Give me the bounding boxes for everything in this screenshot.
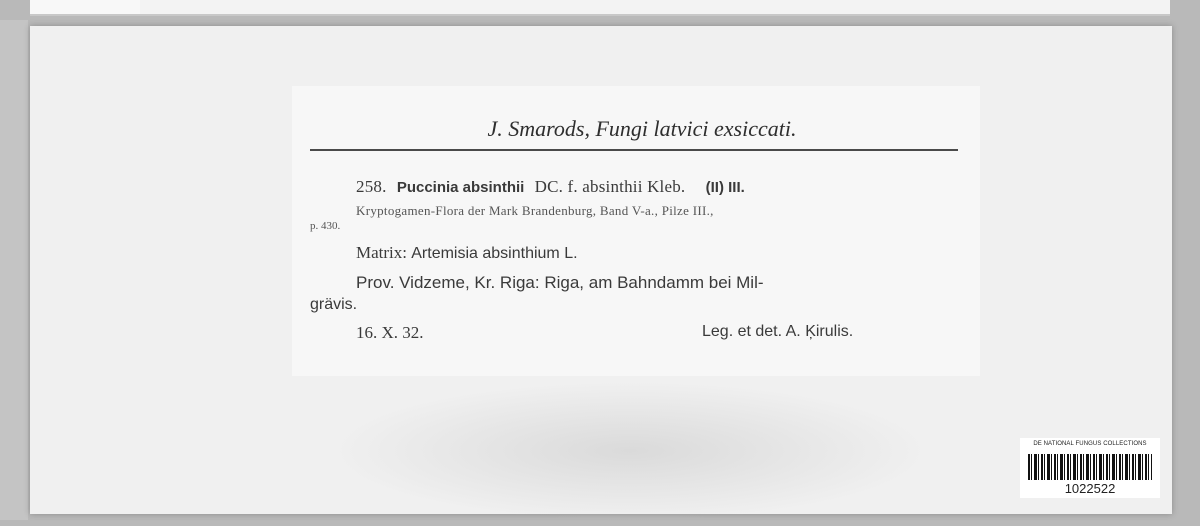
exsiccata-number: 258. [356, 177, 387, 196]
barcode-number: 1022522 [1064, 481, 1116, 496]
top-sheet-edge [30, 0, 1170, 16]
label-header: J. Smarods, Fungi latvici exsiccati. [487, 116, 797, 141]
taxon-authority: DC. f. absinthii Kleb. [534, 177, 686, 196]
locality-line-1: Prov. Vidzeme, Kr. Riga: Riga, am Bahndamm bei Mil- [356, 273, 764, 292]
header-rule [310, 149, 958, 151]
reference-line-1: Kryptogamen-Flora der Mark Brandenburg, Band V-a., Pilze III., [356, 203, 714, 218]
collector: Leg. et det. A. Ķirulis. [702, 323, 854, 340]
specimen-label [292, 86, 980, 376]
barcode-label [1020, 438, 1160, 498]
spore-stages: (II) III. [705, 179, 745, 196]
taxon-line [356, 177, 745, 197]
locality-line-2: grävis. [310, 296, 358, 313]
left-background [0, 20, 28, 520]
collection-date: 16. X. 32. [356, 323, 424, 342]
matrix-host: Artemisia absinthium L. [411, 245, 578, 262]
matrix-label: Matrix: [356, 243, 407, 262]
specimen-shadow [330, 381, 930, 521]
matrix-line [356, 243, 578, 263]
barcode-caption: DE NATIONAL FUNGUS COLLECTIONS [1033, 441, 1147, 447]
specimen-sheet [30, 26, 1172, 514]
reference-line-2: p. 430. [310, 220, 341, 232]
species-name: Puccinia absinthii [396, 179, 525, 196]
barcode-icon [1028, 454, 1152, 480]
